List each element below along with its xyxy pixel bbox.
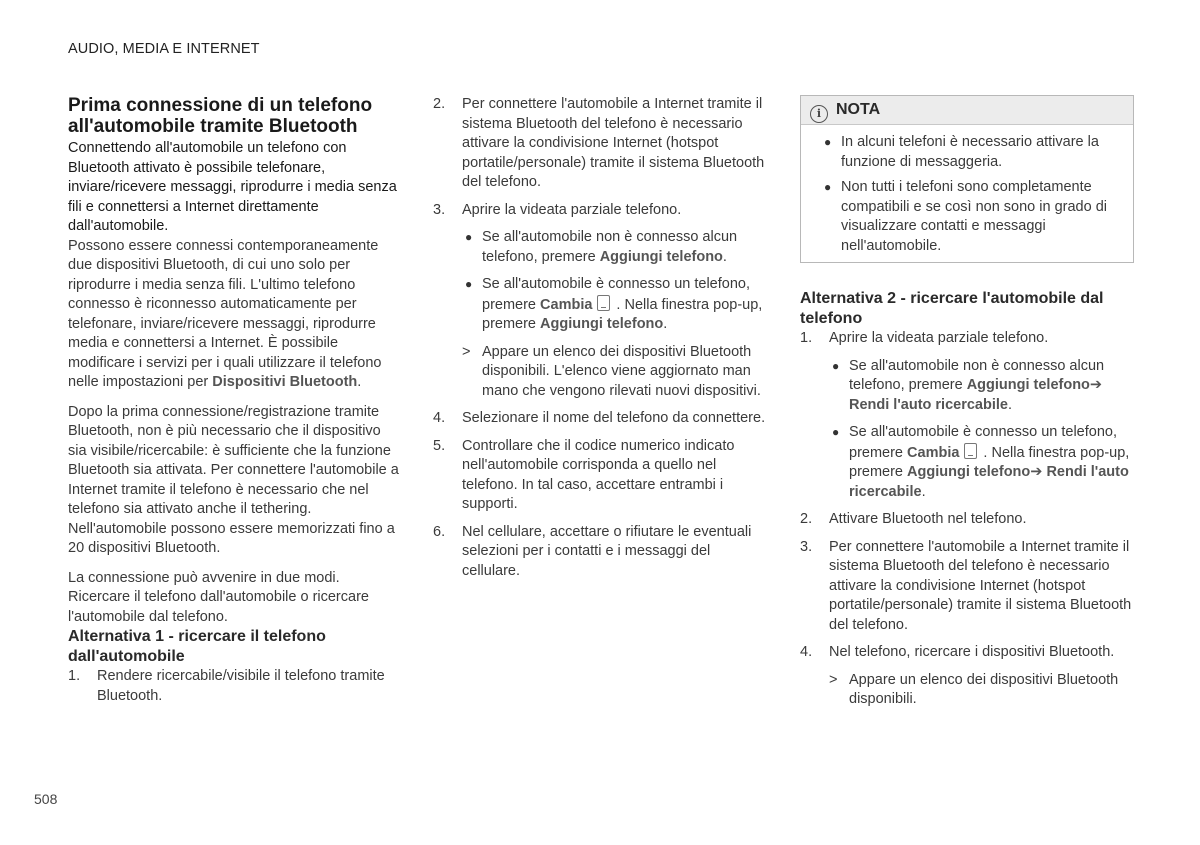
step-item: 2. Attivare Bluetooth nel telefono. xyxy=(800,511,1027,527)
bullet-icon: ● xyxy=(465,230,473,244)
change-label: Cambia xyxy=(540,296,593,313)
step-item: 3. Aprire la videata parziale telefono. ● Se all'automobile non è connesso alcun telefono, premere Aggiungi telefono. ● Se all'automobile è connesso un telefono, premere Cambia . Nella finestra pop-up, premere Aggiungi telefono. > Appare un elenco dei dispositivi Bluetooth disponibili. L'elenco viene aggiornato man mano che vengono rilevati nuovi dispositivi. xyxy=(433,201,767,402)
step-result: > Appare un elenco dei dispositivi Bluetooth disponibili. xyxy=(829,671,1119,707)
step-item: 1. Rendere ricercabile/visibile il telefono tramite Bluetooth. xyxy=(68,668,385,704)
column-1 xyxy=(68,95,402,706)
bluetooth-devices-setting-label: Dispositivi Bluetooth xyxy=(212,374,358,390)
step-item: 1. Aprire la videata parziale telefono. ● Se all'automobile non è connesso alcun telefono, premere Aggiungi telefono➔ Rendi l'auto ricercabile. ● Se all'automobile è connesso un telefono, premere Cambia . Nella finestra pop-up, premere Aggiungi telefono➔ Rendi l'auto ricercabile. xyxy=(800,329,1134,502)
phone-icon xyxy=(597,295,610,311)
make-car-discoverable-label: Rendi l'auto ricercabile xyxy=(849,396,1008,413)
note-header xyxy=(801,96,1133,125)
paragraph-devices: Possono essere connessi contemporaneamente due dispositivi Bluetooth, di cui uno solo per riprodurre i media senza fili. L'ultimo telefono connesso è riconnesso automaticamente per telefonare, inviare/ricevere messaggi, riprodurre media e connettersi a Internet. È possibile modificare i servizi per i quali utilizzare il telefono nelle impostazioni per Dispositivi Bluetooth. xyxy=(68,237,382,390)
paragraph-modes: La connessione può avvenire in due modi. Ricercare il telefono dall'automobile o ricercare l'automobile dal telefono. xyxy=(68,569,369,625)
step-item: 3. Per connettere l'automobile a Internet tramite il sistema Bluetooth del telefono è necessario attivare la condivisione Internet (hotspot portatile/personale) tramite il sistema Bluetooth del telefono. xyxy=(800,538,1132,633)
info-icon: i xyxy=(810,105,828,123)
option-item: ● Se all'automobile non è connesso alcun telefono, premere Aggiungi telefono➔ Rendi l'auto ricercabile. xyxy=(832,357,1105,413)
step-item: 5. Controllare che il codice numerico indicato nell'automobile corrisponda a quello nel telefono. In tal caso, accettare entrambi i supporti. xyxy=(433,437,735,512)
column-2 xyxy=(433,95,767,581)
option-item: ● Se all'automobile non è connesso alcun telefono, premere Aggiungi telefono. xyxy=(465,229,738,265)
add-phone-label: Aggiungi telefono xyxy=(599,248,723,265)
step-result: > Appare un elenco dei dispositivi Bluetooth disponibili. L'elenco viene aggiornato man mano che vengono rilevati nuovi dispositivi. xyxy=(462,343,761,399)
page-title: Prima connessione di un telefono all'automobile tramite Bluetooth xyxy=(68,95,373,137)
step-item: 4. Nel telefono, ricercare i dispositivi Bluetooth. > Appare un elenco dei dispositivi Bluetooth disponibili. xyxy=(800,643,1134,710)
step-item: 2. Per connettere l'automobile a Internet tramite il sistema Bluetooth del telefono è necessario attivare la condivisione Internet (hotspot portatile/personale) tramite il sistema Bluetooth del telefono. xyxy=(433,96,765,190)
make-car-discoverable-label: Rendi l'auto ricercabile xyxy=(849,464,1129,500)
note-title: NOTA xyxy=(836,101,881,118)
alternative-1-heading: Alternativa 1 - ricercare il telefono dall'automobile xyxy=(68,628,326,665)
alternative-2-heading: Alternativa 2 - ricercare l'automobile dal telefono xyxy=(800,290,1104,327)
result-arrow-icon: > xyxy=(829,671,838,688)
bullet-icon: ● xyxy=(832,425,840,439)
intro-paragraph: Connettendo all'automobile un telefono con Bluetooth attivato è possibile telefonare, inviare/ricevere messaggi, riprodurre i media senza fili e connettersi a Internet direttamente dall'automobile. xyxy=(68,140,397,234)
step-item: 4. Selezionare il nome del telefono da connettere. xyxy=(433,410,766,426)
option-item: ● Se all'automobile è connesso un telefono, premere Cambia . Nella finestra pop-up, premere Aggiungi telefono. xyxy=(465,276,763,332)
paragraph-tethering: Dopo la prima connessione/registrazione tramite Bluetooth, non è più necessario che il dispositivo sia visibile/ricercabile: è sufficiente che la funzione Bluetooth sia attivata. Per connettere l'automobile a Internet tramite il telefono è necessario che nel telefono sia attivato anche il tethering. Nell'automobile possono essere memorizzati fino a 20 dispositivi Bluetooth. xyxy=(68,403,399,556)
arrow-right-icon: ➔ xyxy=(1030,464,1043,480)
alternative-2-steps xyxy=(800,329,1134,710)
note-item: ● Non tutti i telefoni sono completamente compatibili e se così non sono in grado di visualizzare contatti e messaggi nell'automobile. xyxy=(824,179,1107,254)
note-box xyxy=(800,95,1134,263)
note-item: ● In alcuni telefoni è necessario attivare la funzione di messaggeria. xyxy=(824,134,1099,170)
bullet-icon: ● xyxy=(824,180,832,194)
alternative-1-steps-continued xyxy=(433,95,767,581)
add-phone-label: Aggiungi telefono xyxy=(907,464,1031,480)
phone-icon xyxy=(964,443,977,459)
column-3 xyxy=(800,95,1134,710)
bullet-icon: ● xyxy=(832,358,840,373)
bullet-icon: ● xyxy=(465,277,473,291)
result-arrow-icon: > xyxy=(462,343,471,360)
bullet-icon: ● xyxy=(824,135,832,149)
add-phone-label: Aggiungi telefono xyxy=(540,316,664,332)
arrow-right-icon: ➔ xyxy=(1089,377,1103,393)
step-options xyxy=(462,228,767,335)
note-body xyxy=(801,125,1133,262)
step-item: 6. Nel cellulare, accettare o rifiutare le eventuali selezioni per i contatti e i messaggi del cellulare. xyxy=(433,523,752,579)
change-label: Cambia xyxy=(907,444,960,461)
alternative-1-steps xyxy=(68,667,402,706)
option-item: ● Se all'automobile è connesso un telefono, premere Cambia . Nella finestra pop-up, premere Aggiungi telefono➔ Rendi l'auto ricercabile. xyxy=(832,424,1130,500)
add-phone-label: Aggiungi telefono xyxy=(966,377,1090,393)
section-header: AUDIO, MEDIA E INTERNET xyxy=(68,41,260,57)
step-options xyxy=(829,357,1134,503)
note-list xyxy=(811,133,1123,256)
page-number: 508 xyxy=(34,791,58,807)
